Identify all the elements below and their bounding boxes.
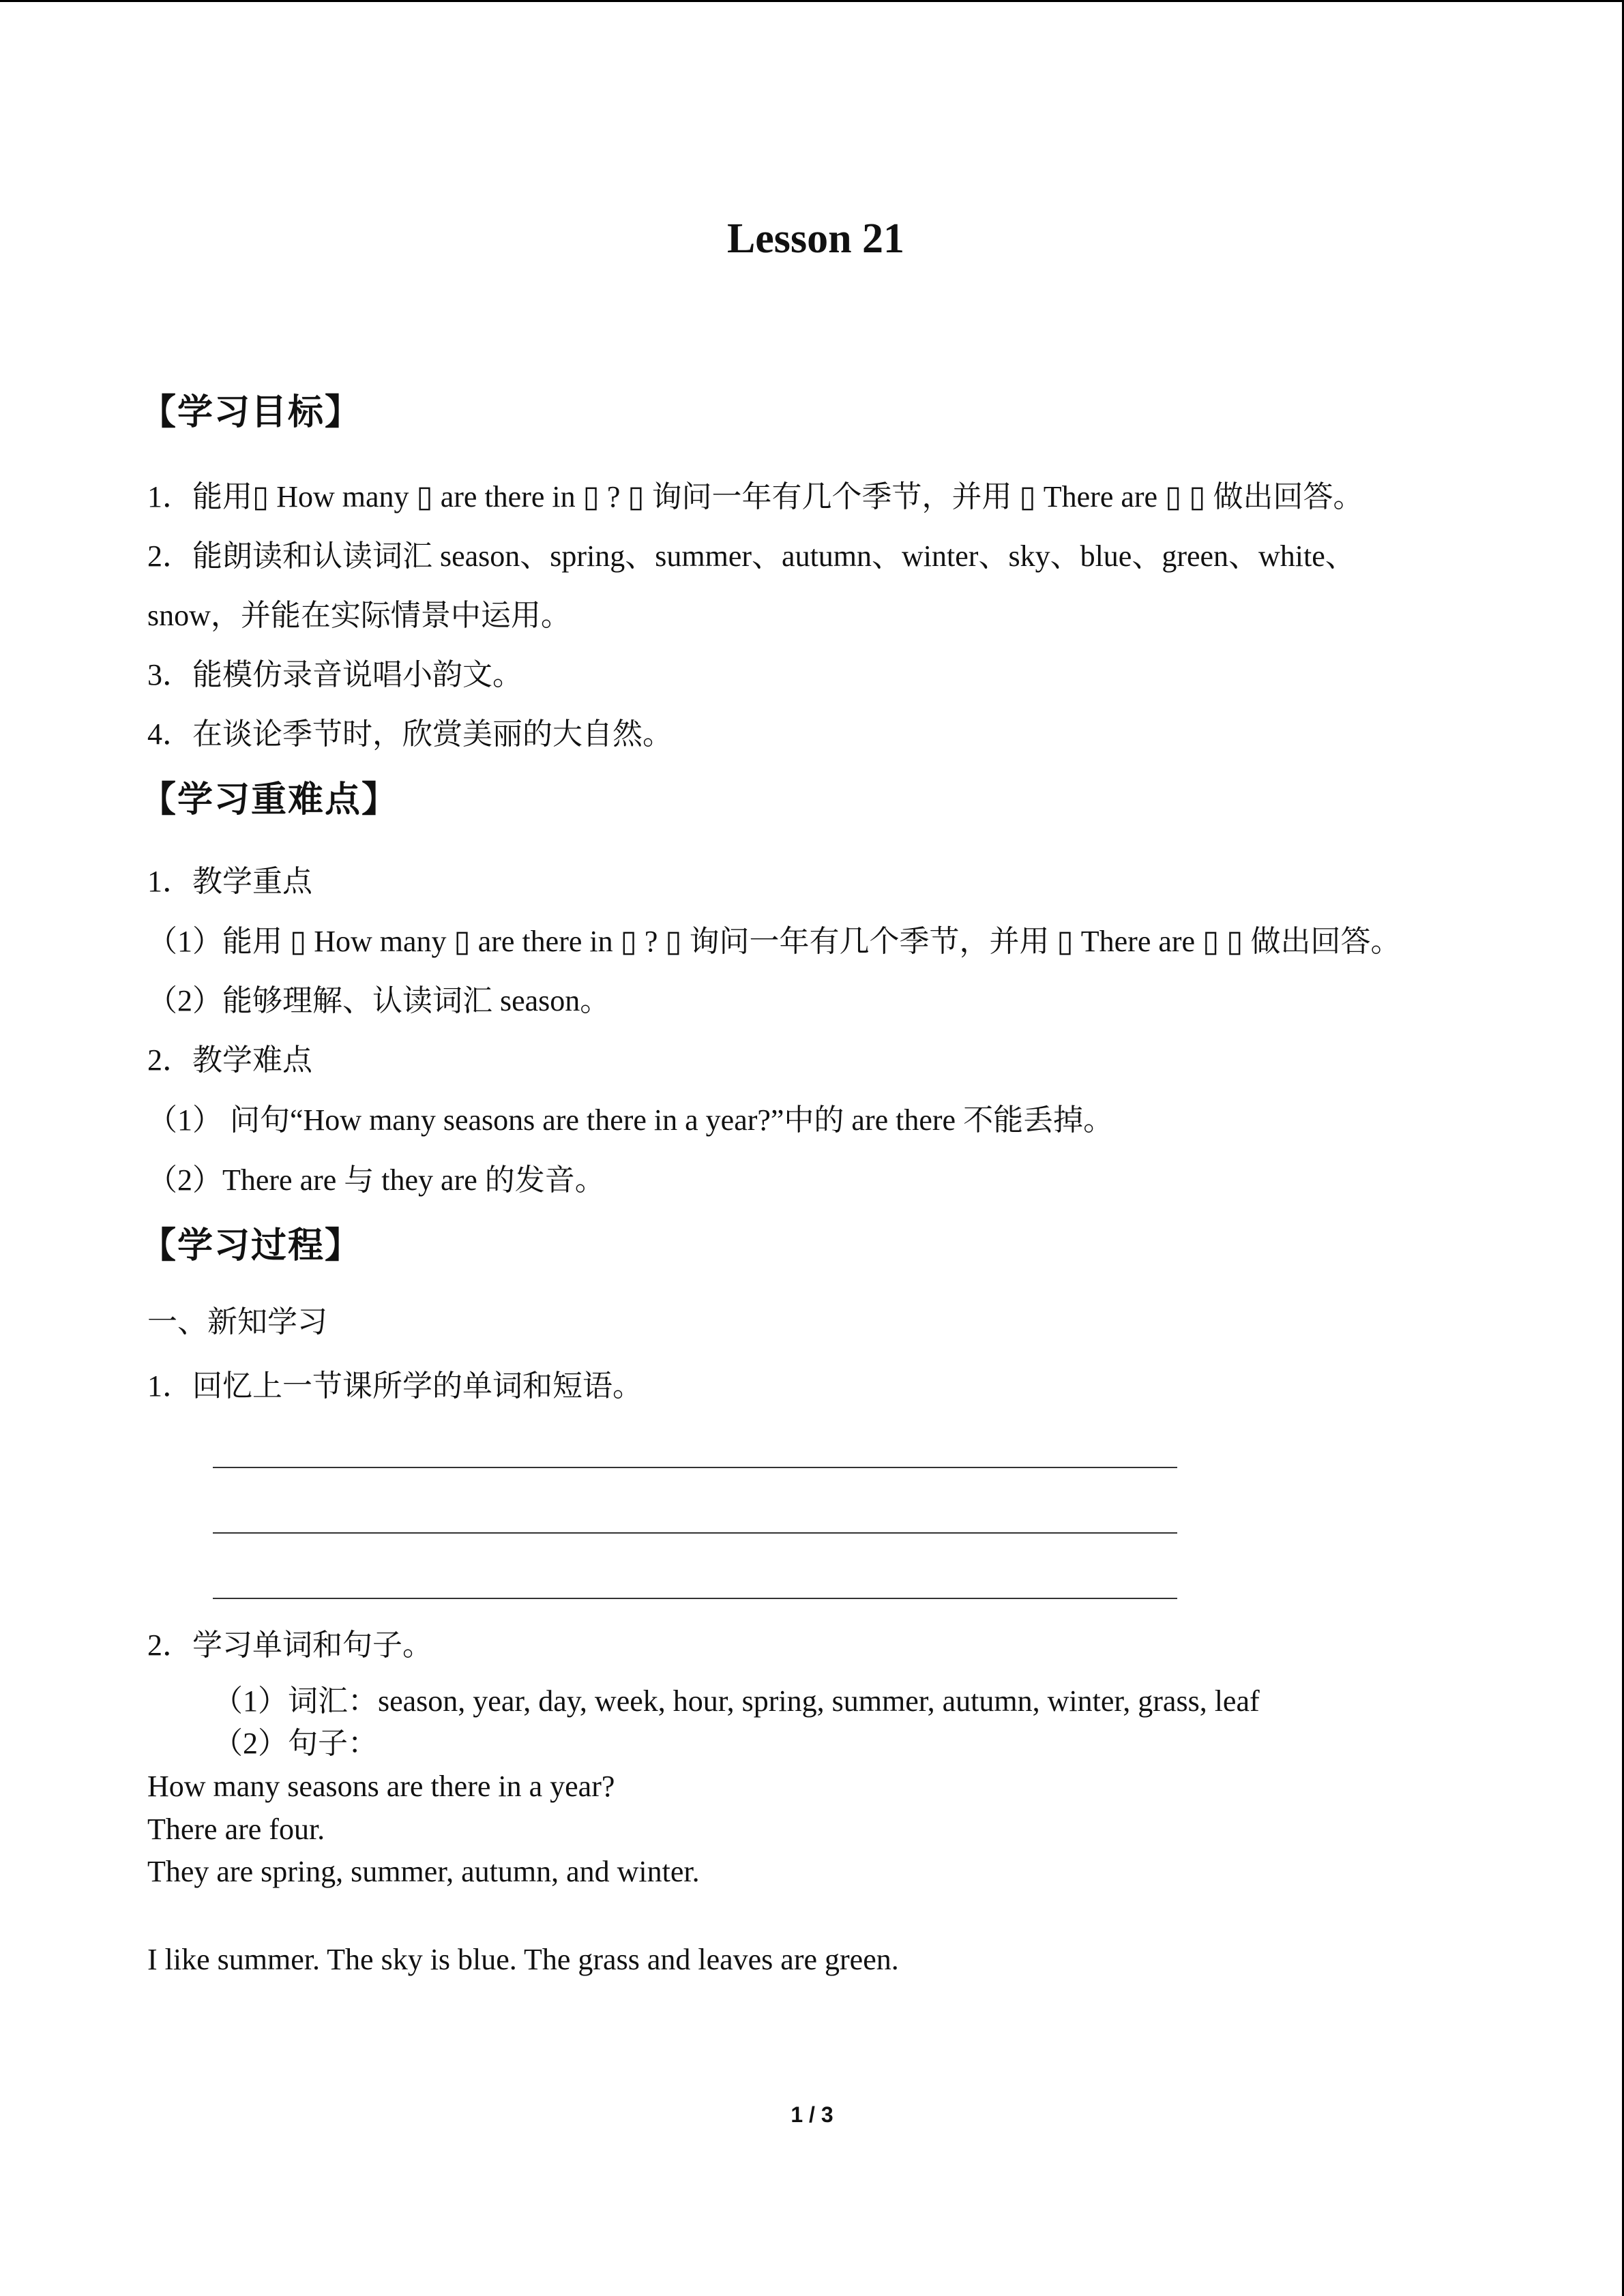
page-number: 1 / 3 <box>791 2102 833 2127</box>
goal-3: 3．能模仿录音说唱小韵文。 <box>147 658 522 691</box>
goals-heading: 【学习目标】 <box>141 392 362 433</box>
sentence-4: I like summer. The sky is blue. The grass and leaves are green. <box>147 1943 899 1976</box>
keypoint-title-2: 2．教学难点 <box>147 1043 312 1077</box>
keypoint-2-1: （1） 问句“How many seasons are there in a year?”中的 are there 不能丢掉。 <box>147 1103 1114 1137</box>
answer-line-1[interactable] <box>213 1467 1177 1468</box>
vocab-line: （1）词汇：season, year, day, week, hour, spring, summer, autumn, winter, grass, leaf <box>213 1684 1260 1718</box>
goal-2: 2．能朗读和认读词汇 season、spring、summer、autumn、winter、sky、blue、green、white、 <box>147 539 1355 573</box>
sentences-label: （2）句子： <box>213 1727 378 1760</box>
keypoint-title-1: 1．教学重点 <box>147 865 312 898</box>
answer-line-2[interactable] <box>213 1532 1177 1534</box>
process-heading: 【学习过程】 <box>141 1225 362 1266</box>
answer-line-3[interactable] <box>213 1598 1177 1599</box>
keypoint-1-1: （1）能用 ▯ How many ▯ are there in ▯ ? ▯ 询问一年有几个季节，并用 ▯ There are ▯ ▯ 做出回答。 <box>147 925 1401 958</box>
process-part-1: 一、新知学习 <box>147 1305 327 1339</box>
keypoint-1-2: （2）能够理解、认读词汇 season。 <box>147 984 610 1017</box>
page-title: Lesson 21 <box>726 215 905 262</box>
keypoint-2-2: （2）There are 与 they are 的发音。 <box>147 1163 605 1197</box>
sentence-2: There are four. <box>147 1813 325 1846</box>
goal-2-cont: snow，并能在实际情景中运用。 <box>147 599 571 632</box>
goal-4: 4．在谈论季节时，欣赏美丽的大自然。 <box>147 717 673 751</box>
process-step-2: 2．学习单词和句子。 <box>147 1628 432 1662</box>
sentence-1: How many seasons are there in a year? <box>147 1770 615 1803</box>
keypoints-heading: 【学习重难点】 <box>141 779 399 820</box>
process-step-1: 1．回忆上一节课所学的单词和短语。 <box>147 1369 643 1403</box>
goal-1: 1．能用▯ How many ▯ are there in ▯ ? ▯ 询问一年有几个季节，并用 ▯ There are ▯ ▯ 做出回答。 <box>147 480 1363 513</box>
sentence-3: They are spring, summer, autumn, and winter. <box>147 1855 700 1888</box>
